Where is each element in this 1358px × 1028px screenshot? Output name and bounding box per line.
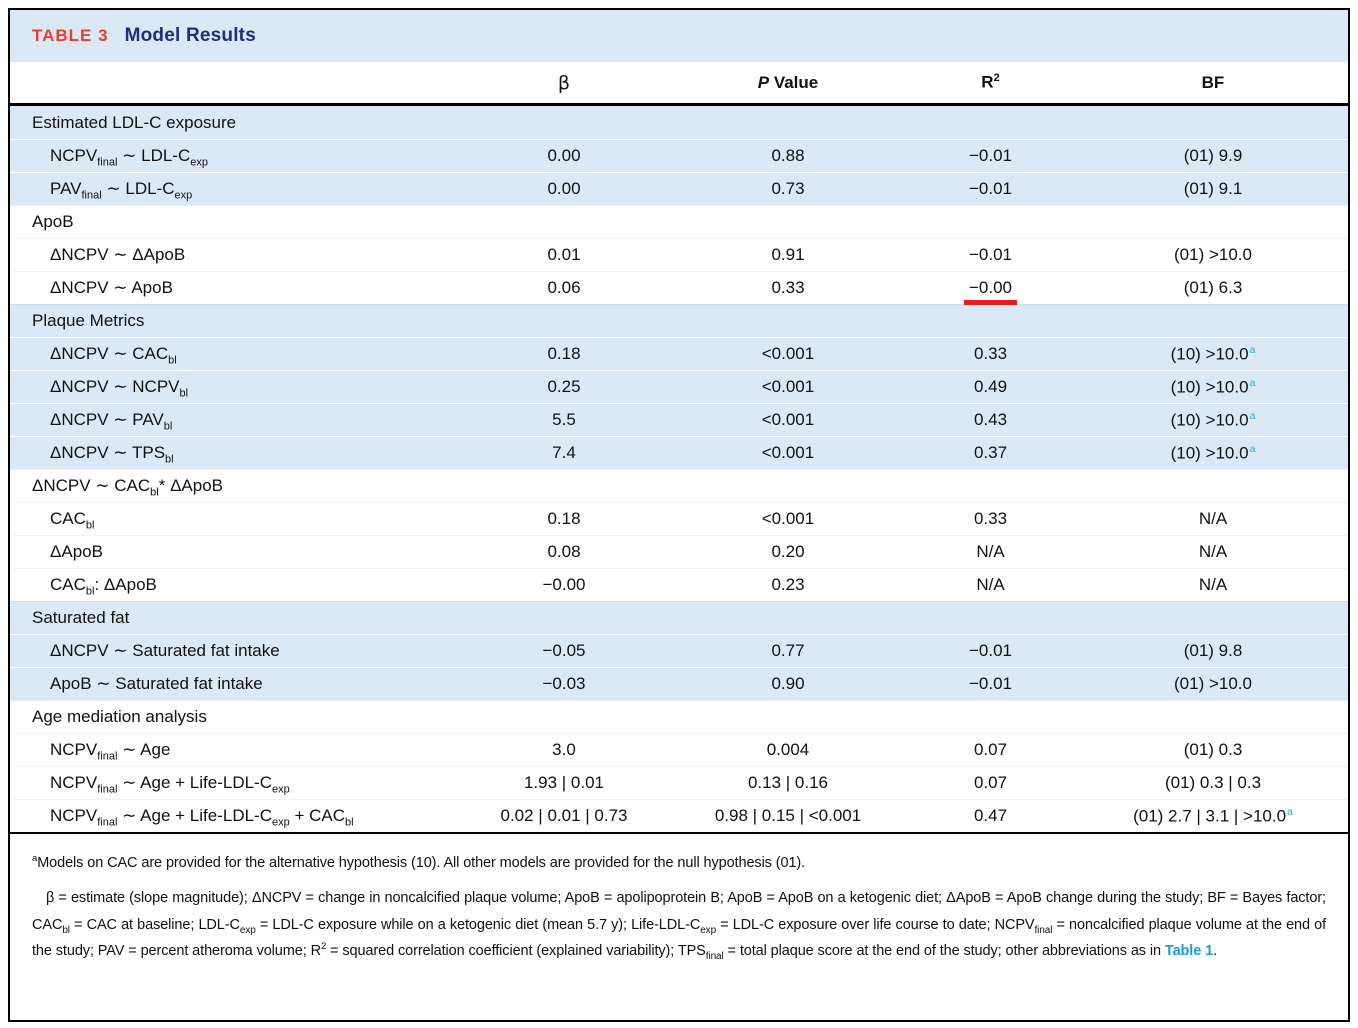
value-cell-p-value: 0.90 xyxy=(771,674,805,693)
table-row xyxy=(10,667,1348,700)
value-cell-bf: (01) >10.0 xyxy=(1174,674,1252,693)
value-cell-bf: (10) >10.0$^a$ xyxy=(1170,442,1256,463)
column-header-bf: BF xyxy=(1201,72,1225,92)
table-row xyxy=(10,799,1348,832)
footnote-marker: a xyxy=(1249,343,1256,356)
value-cell-r2: −0.01 xyxy=(968,245,1012,264)
section-header-label: Estimated LDL-C exposure xyxy=(32,112,237,132)
value-cell-bf: (10) >10.0$^a$ xyxy=(1170,376,1256,397)
value-cell-p-value: <0.001 xyxy=(761,443,815,462)
value-cell-bf: (01) 0.3 xyxy=(1183,740,1243,759)
value-cell-p-value: 0.88 xyxy=(771,146,805,165)
model-label: $NCPV_{final}$ ∼ LDL-$C_{exp}$ xyxy=(50,146,208,169)
table-section xyxy=(10,304,1348,469)
value-cell-r2: 0.33 xyxy=(973,509,1008,528)
value-cell-p-value: <0.001 xyxy=(761,344,815,363)
value-cell-beta: 3.0 xyxy=(552,740,576,759)
footnote-marker: a xyxy=(1249,442,1256,455)
table-title: Model Results xyxy=(124,25,256,46)
column-header-beta: β xyxy=(557,71,571,94)
section-header-label: Plaque Metrics xyxy=(32,311,145,330)
footnote-paragraph: β = estimate (slope magnitude); ΔNCPV = change in noncalcified plaque volume; ApoB = apolipoprotein B; ApoB = ApoB on a ketogenic diet; ΔApoB = ApoB change during the study; BF = Bayes factor; $CAC_{bl}$ = CAC at baseline; LDL-$C_{exp} = LDL-C$ exposure while on a ketogenic diet (mean 5.7 y); Life-$LDL-C_{exp} = LDL-C$ exposure over life course to date; $NCPV_{final}$ = noncalcified plaque volume at the end of the study; PAV = percent atheroma volume; $R^2$ = squared correlation coefficient (explained variability); $TPS_{final}$ = total plaque score at the end of the study; other abbreviations as in Table 1. xyxy=(32,889,1327,963)
section-header-row xyxy=(10,469,1348,502)
value-cell-bf: (01) 2.7 | 3.1 | >10.0$^a$ xyxy=(1133,805,1293,826)
value-cell-beta: 0.18 xyxy=(547,344,581,363)
section-header-label: ApoB xyxy=(32,212,74,231)
section-header-label: Age mediation analysis xyxy=(32,707,207,726)
value-cell-r2: N/A xyxy=(976,542,1005,561)
value-cell-beta: 0.01 xyxy=(547,245,581,264)
table-row xyxy=(10,436,1348,469)
value-cell-p-value: 0.004 xyxy=(766,740,810,759)
value-cell-bf: (01) >10.0 xyxy=(1174,245,1252,264)
table-section xyxy=(10,205,1348,304)
value-cell-beta: 0.00 xyxy=(547,179,581,198)
footnote-marker: a xyxy=(1249,376,1256,389)
value-cell-beta: 7.4 xyxy=(552,443,576,462)
red-underline-annotation: −0.00 xyxy=(968,278,1012,297)
model-label: ΔApoB xyxy=(50,542,103,561)
table-section xyxy=(10,469,1348,601)
value-cell-r2: 0.33 xyxy=(973,344,1008,363)
value-cell-beta: 0.02 | 0.01 | 0.73 xyxy=(500,806,628,825)
value-cell-bf: (01) 6.3 xyxy=(1183,278,1243,297)
footnote-paragraph: $^a$Models on CAC are provided for the alternative hypothesis (10). All other models are provided for the null hypothesis (01). xyxy=(32,853,806,871)
value-cell-bf: (10) >10.0$^a$ xyxy=(1170,409,1256,430)
table-title-bar xyxy=(10,10,1348,62)
model-label: $PAV_{final}$ ∼ LDL-$C_{exp}$ xyxy=(50,179,193,202)
column-header-row xyxy=(10,62,1348,106)
section-header-row xyxy=(10,601,1348,634)
model-label: ΔNCPV ∼ ApoB xyxy=(50,278,173,297)
model-label: ApoB ∼ Saturated fat intake xyxy=(50,674,263,693)
value-cell-bf: N/A xyxy=(1198,575,1228,594)
value-cell-p-value: 0.33 xyxy=(771,278,805,297)
model-label: $NCPV_{final}$ ∼ Age + Life-$LDL-C_{exp}$ xyxy=(50,773,290,796)
table-row xyxy=(10,733,1348,766)
value-cell-p-value: 0.13 | 0.16 xyxy=(747,773,829,792)
value-cell-bf: (01) 9.1 xyxy=(1183,179,1243,198)
value-cell-r2: 0.43 xyxy=(973,410,1008,429)
table-row xyxy=(10,568,1348,601)
footnote-marker: a xyxy=(1287,805,1293,818)
value-cell-r2 xyxy=(903,278,1078,298)
table-row xyxy=(10,238,1348,271)
model-label: ΔNCPV ∼ $NCPV_{bl}$ xyxy=(50,377,189,400)
footnote xyxy=(10,832,1348,1020)
value-cell-beta: 1.93 | 0.01 xyxy=(523,773,605,792)
value-cell-bf: N/A xyxy=(1198,542,1228,561)
value-cell-r2: −0.01 xyxy=(968,179,1012,198)
value-cell-bf: (10) >10.0$^a$ xyxy=(1170,343,1256,364)
model-label: $NCPV_{final}$ ∼ Age + Life-$LDL-C_{exp} + CAC_{bl}$ xyxy=(50,806,354,829)
column-header-p-value: P Value xyxy=(757,72,819,92)
model-label: ΔNCPV ∼ ΔApoB xyxy=(50,245,186,264)
value-cell-p-value: <0.001 xyxy=(761,509,815,528)
value-cell-beta: 0.06 xyxy=(547,278,581,297)
table-row xyxy=(10,766,1348,799)
value-cell-r2: 0.49 xyxy=(973,377,1008,396)
value-cell-beta: −0.05 xyxy=(542,641,586,660)
value-cell-beta: −0.03 xyxy=(542,674,586,693)
value-cell-r2: 0.07 xyxy=(973,773,1008,792)
table-number-label: TABLE 3 xyxy=(32,26,109,45)
table-row xyxy=(10,502,1348,535)
table-row xyxy=(10,403,1348,436)
column-header-r2: $R^2$ xyxy=(981,72,1000,92)
section-header-label: Saturated fat xyxy=(32,608,130,627)
model-label: ΔNCPV ∼ $TPS_{bl}$ xyxy=(50,443,174,466)
value-cell-r2: −0.01 xyxy=(968,641,1012,660)
value-cell-p-value: <0.001 xyxy=(761,377,815,396)
model-label: ΔNCPV ∼ $CAC_{bl}$ xyxy=(50,344,177,367)
model-label: $NCPV_{final}$ ∼ Age xyxy=(50,740,171,763)
table-row xyxy=(10,139,1348,172)
value-cell-beta: 0.00 xyxy=(547,146,581,165)
table-section xyxy=(10,601,1348,700)
section-header-row xyxy=(10,304,1348,337)
value-cell-beta: 5.5 xyxy=(552,410,576,429)
section-header-row xyxy=(10,106,1348,139)
value-cell-beta: 0.08 xyxy=(547,542,581,561)
value-cell-bf: (01) 0.3 | 0.3 xyxy=(1164,773,1262,792)
table-section xyxy=(10,106,1348,205)
value-cell-r2: 0.07 xyxy=(973,740,1008,759)
value-cell-p-value: 0.77 xyxy=(771,641,805,660)
model-label: ΔNCPV ∼ Saturated fat intake xyxy=(50,641,280,660)
model-label: $CAC_{bl}$ xyxy=(50,509,95,532)
value-cell-bf: N/A xyxy=(1198,509,1228,528)
value-cell-r2: −0.01 xyxy=(968,146,1012,165)
value-cell-r2: 0.37 xyxy=(973,443,1008,462)
value-cell-p-value: 0.98 | 0.15 | <0.001 xyxy=(714,806,862,825)
section-header-row xyxy=(10,205,1348,238)
table-figure xyxy=(8,8,1350,1022)
table1-link[interactable]: Table 1 xyxy=(1164,943,1214,960)
value-cell-r2: N/A xyxy=(976,575,1005,594)
value-cell-beta: −0.00 xyxy=(542,575,586,594)
model-label: ΔNCPV ∼ $PAV_{bl}$ xyxy=(50,410,173,433)
value-cell-r2: −0.01 xyxy=(968,674,1012,693)
model-label: $CAC_{bl}$: ΔApoB xyxy=(50,575,157,598)
table-section xyxy=(10,700,1348,832)
value-cell-beta: 0.18 xyxy=(547,509,581,528)
section-header-label: ΔNCPV ∼ $CAC_{bl}*$ ΔApoB xyxy=(32,476,224,499)
value-cell-r2: 0.47 xyxy=(973,806,1008,825)
table-row xyxy=(10,370,1348,403)
table-row xyxy=(10,634,1348,667)
value-cell-bf: (01) 9.9 xyxy=(1183,146,1243,165)
value-cell-p-value: 0.91 xyxy=(771,245,805,264)
value-cell-p-value: <0.001 xyxy=(761,410,815,429)
value-cell-p-value: 0.23 xyxy=(771,575,805,594)
table-body xyxy=(10,106,1348,832)
value-cell-beta: 0.25 xyxy=(547,377,581,396)
table-row xyxy=(10,535,1348,568)
section-header-row xyxy=(10,700,1348,733)
table-row xyxy=(10,337,1348,370)
table-row xyxy=(10,271,1348,304)
footnote-marker: a xyxy=(1249,409,1256,422)
table-row xyxy=(10,172,1348,205)
value-cell-bf: (01) 9.8 xyxy=(1183,641,1243,660)
value-cell-p-value: 0.73 xyxy=(771,179,805,198)
value-cell-p-value: 0.20 xyxy=(771,542,805,561)
